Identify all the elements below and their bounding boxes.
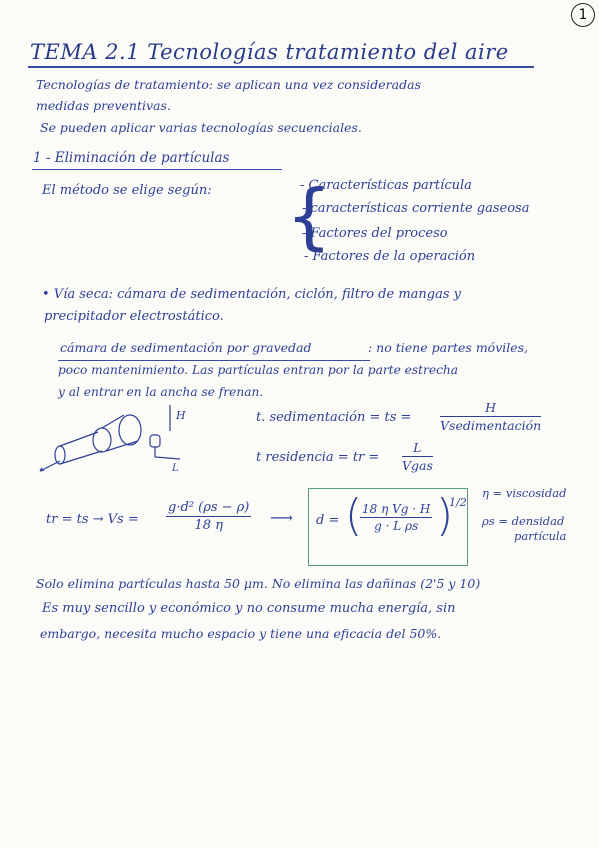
via-seca-line-1: • Vía seca: cámara de sedimentación, ciclón, filtro de mangas y [42, 287, 461, 302]
camara-line-2: poco mantenimiento. Las partículas entran por la parte estrecha [58, 363, 459, 377]
section-underline [32, 169, 282, 170]
derivation-arrow: ⟶ [270, 508, 293, 527]
t-sed-numerator: H [440, 400, 541, 417]
d-left-paren: ( [345, 490, 363, 541]
camara-heading: cámara de sedimentación por gravedad [60, 340, 312, 355]
sketch-label-h: H [176, 409, 186, 422]
intro-line-2: medidas preventivas. [36, 98, 171, 113]
rho-definition: ρs = densidad [482, 514, 565, 528]
d-numerator: 18 η Vg · H [362, 502, 431, 516]
conclusion-line-2: Es muy sencillo y económico y no consume mucha energía, sin [42, 601, 456, 616]
rho-definition-cont: partícula [514, 529, 567, 543]
conclusion-line-3: embargo, necesita mucho espacio y tiene una eficacia del 50%. [40, 626, 442, 641]
title-underline [28, 66, 534, 68]
chamber-sketch [30, 395, 210, 475]
t-res-denominator: Vgas [402, 458, 433, 473]
camara-line-3: y al entrar en la ancha se frenan. [58, 385, 264, 399]
sketch-label-l: L [172, 463, 179, 474]
page-title: TEMA 2.1 Tecnologías tratamiento del aire [30, 40, 509, 64]
page-number: 1 [571, 3, 595, 27]
t-sed-fraction [440, 400, 541, 433]
camara-line-1: : no tiene partes móviles, [368, 340, 529, 355]
d-exponent: 1/2 [449, 496, 467, 509]
vs-lhs: tr = ts → Vs = [46, 512, 139, 527]
t-res-fraction [402, 440, 433, 473]
d-lhs: d = [316, 513, 340, 528]
vs-numerator: g·d² (ρs − ρ) [168, 500, 250, 515]
t-res-numerator: L [402, 440, 433, 457]
vs-fraction [166, 500, 251, 533]
factors-brace: { [286, 174, 332, 258]
conclusion-line-1: Solo elimina partículas hasta 50 μm. No elimina las dañinas (2'5 y 10) [36, 576, 481, 591]
factor-item: - Factores de la operación [304, 249, 476, 264]
intro-line-1: Tecnologías de tratamiento: se aplican una vez consideradas [36, 77, 421, 92]
intro-line-3: Se pueden aplicar varias tecnologías secuenciales. [40, 120, 362, 135]
eta-definition: η = viscosidad [482, 486, 567, 500]
factor-item: - Factores del proceso [302, 226, 448, 241]
d-fraction [360, 502, 432, 533]
via-seca-line-2: precipitador electrostático. [44, 309, 224, 324]
t-res-lhs: t residencia = tr = [256, 450, 380, 465]
section-heading: 1 - Eliminación de partículas [33, 150, 230, 166]
d-right-paren: ) [436, 490, 454, 541]
factor-item: - características corriente gaseosa [302, 201, 530, 216]
factor-item: - Características partícula [300, 178, 472, 193]
t-sed-lhs: t. sedimentación = ts = [256, 410, 412, 425]
d-denominator: g · L ρs [374, 519, 419, 533]
vs-denominator: 18 η [194, 518, 223, 533]
t-sed-denominator: Vsedimentación [440, 418, 542, 433]
method-label: El método se elige según: [42, 183, 212, 198]
camara-heading-underline [58, 360, 370, 361]
